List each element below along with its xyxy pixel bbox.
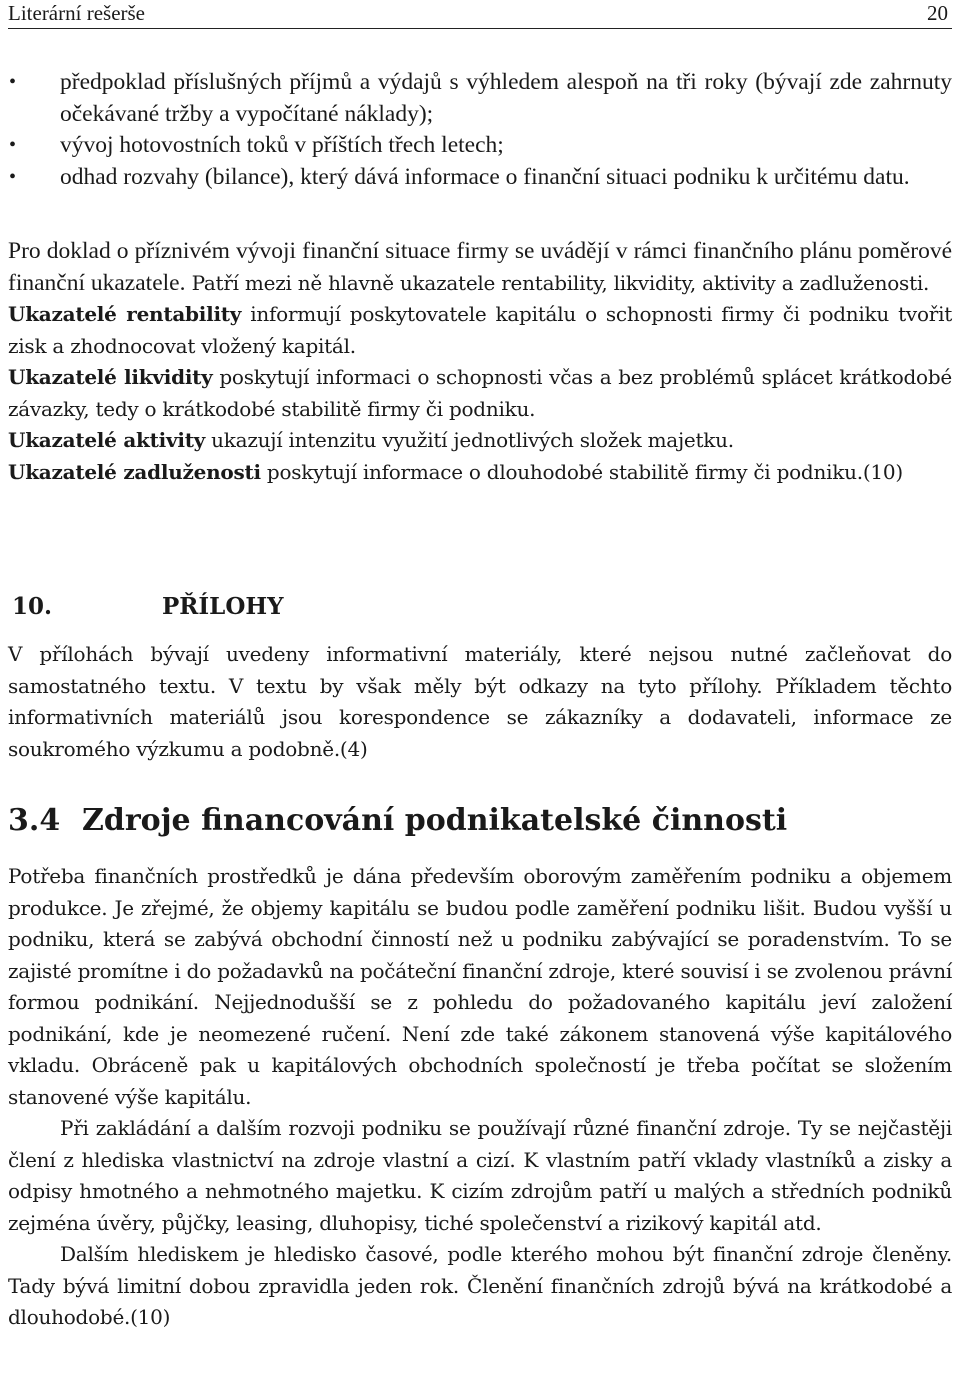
paragraph: Dalším hlediskem je hledisko časové, podle kterého mohou být finanční zdroje členěny. Tady bývá limitní dobou zpravidla jeden rok. Členění finančních zdrojů bývá na krátkodobé a dlouhodobé.(10)	[8, 1242, 952, 1329]
section-number: 3.4	[8, 803, 61, 838]
indicator-activity: Ukazatelé aktivity ukazují intenzitu využití jednotlivých složek majetku.	[8, 428, 734, 452]
page-header	[8, 0, 952, 29]
paragraph: Při zakládání a dalším rozvoji podniku se používají různé finanční zdroje. Ty se nejčastěji člení z hlediska vlastnictví na zdroje vlastní a cizí. K vlastním patří vklady vlastníků a zisky a odpisy hmotného a nehmotného majetku. K cizím zdrojům patří u malých a středních podniků zejména úvěry, půjčky, leasing, dluhopisy, tiché společenství a rizikový kapitál atd.	[8, 1116, 952, 1235]
attachments-paragraph: V přílohách bývají uvedeny informativní materiály, které nejsou nutné začleňovat do samostatného textu. V textu by však měly být odkazy na tyto přílohy. Příkladem těchto informativních materiálů jsou korespondence se zákazníky a dodavateli, informace ze soukromého výzkumu a podobně.(4)	[8, 642, 952, 761]
section-number: 10.	[12, 593, 53, 620]
section-title: PŘÍLOHY	[162, 593, 284, 620]
intro-paragraph: Pro doklad o příznivém vývoji finanční situace firmy se uvádějí v rámci finančního plánu poměrové finanční ukazatele. Patří mezi ně hlavně ukazatele rentability, likvidity, aktivity a zadluženosti.	[8, 238, 952, 296]
list-item: • vývoj hotovostních toků v příštích třech letech;	[8, 130, 952, 162]
bullet-dot-icon: •	[9, 134, 17, 156]
bullet-dot-icon: •	[9, 71, 17, 93]
header-title: Literární rešerše	[8, 1, 146, 25]
section-title: Zdroje financování podnikatelské činnosti	[82, 803, 788, 838]
section-3-4-heading	[8, 803, 787, 838]
indicators-block	[8, 236, 952, 488]
bullet-dot-icon: •	[9, 165, 17, 188]
indicator-rentability: Ukazatelé rentability informují poskytovatele kapitálu o schopnosti firmy či podniku tvořit zisk a zhodnocovat vložený kapitál.	[8, 302, 952, 358]
paragraph: Potřeba finančních prostředků je dána především oborovým zaměřením podniku a objemem produkce. Je zřejmé, že objemy kapitálu se budou podle zaměření podniku lišit. Budou vyšší u podniku, která se zabývá obchodní činností než u podniku zabývající se poradenstvím. To se zajisté promítne i do požadavků na počáteční finanční zdroje, které souvisí i se zvolenou právní formou podnikání. Nejjednodušší se z pohledu do požadovaného kapitálu jeví založení podnikání, kde je neomezené ručení. Není zde také zákonem stanovená výše kapitálového vkladu. Obráceně pak u kapitálových obchodních společností je třeba počítat se složením stanovené výše kapitálu.	[8, 864, 952, 1109]
section-10-body	[8, 639, 952, 765]
section-10-heading	[8, 593, 284, 620]
section-3-4-body	[8, 861, 952, 1334]
indicator-liquidity: Ukazatelé likvidity poskytují informaci o schopnosti včas a bez problémů splácet krátkodobé závazky, tedy o krátkodobé stabilitě firmy či podniku.	[8, 365, 952, 421]
list-item: • předpoklad příslušných příjmů a výdajů s výhledem alespoň na tři roky (bývají zde zahrnuty očekávané tržby a vypočítané náklady);	[9, 69, 952, 127]
page-number: 20	[927, 1, 948, 25]
indicator-debt: Ukazatelé zadluženosti poskytují informace o dlouhodobé stabilitě firmy či podniku.(10)	[8, 459, 903, 484]
list-item: • odhad rozvahy (bilance), který dává informace o finanční situaci podniku k určitému datu.	[8, 162, 952, 194]
bullet-list	[8, 67, 952, 193]
